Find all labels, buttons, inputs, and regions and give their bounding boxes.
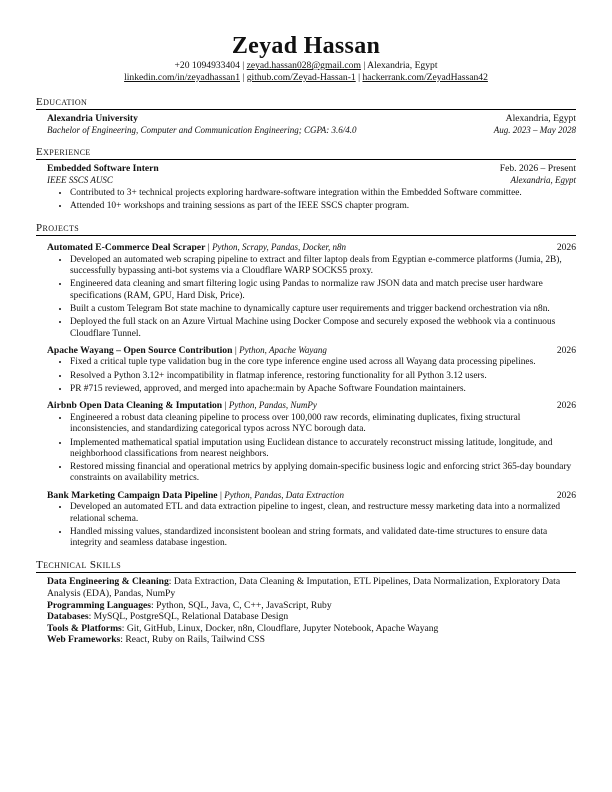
bullet: • Restored missing financial and operational metrics by applying domain-specific business logic and enforcing strict 365-day boundary constraints on availability metrics. (70, 462, 576, 485)
projects-section (36, 222, 576, 549)
skill-row: Databases: MySQL, PostgreSQL, Relational Database Design (47, 611, 289, 623)
school-location: Alexandria, Egypt (505, 113, 576, 125)
section-title: Education (36, 96, 576, 110)
role-title: Embedded Software Intern (47, 163, 159, 175)
skill-label: Programming Languages (47, 599, 152, 611)
skill-label: Databases (47, 611, 89, 623)
project-tech: Python, Pandas, Data Extraction (224, 489, 345, 500)
project-year: 2026 (556, 344, 576, 356)
section-title: Technical Skills (36, 559, 576, 573)
contact-line-1 (36, 60, 576, 72)
project-name: Airbnb Open Data Cleaning & Imputation (47, 400, 223, 412)
skills-section (36, 559, 576, 646)
bullet: • Developed an automated ETL and data extraction pipeline to ingest, clean, and restructure messy marketing data into a normalized relational schema. (70, 502, 576, 525)
project-entry: Apache Wayang – Open Source Contribution | Python, Apache Wayang 2026 • Fixed a critical tuple type validation bug in the core type inference engine used across all Wayang data processing pipelines. • Resolved a Python 3.12+ incompatibility in flatmap inference, restoring functionality for all Python 3.12 users. • PR #715 reviewed, approved, and merged into apache:main by Apache Software Foundation maintainers. (47, 345, 576, 395)
section-title: Experience (36, 146, 576, 160)
skill-value: Git, GitHub, Linux, Docker, n8n, Cloudflare, Jupyter Notebook, Apache Wayang (126, 622, 439, 634)
project-year: 2026 (556, 489, 576, 501)
section-title: Projects (36, 222, 576, 236)
skill-value: Data Extraction, Data Cleaning & Imputation, ETL Pipelines, Data Normalization, Exploratory Data Analysis (EDA), Pandas, NumPy (47, 576, 561, 600)
bullet: • Resolved a Python 3.12+ incompatibility in flatmap inference, restoring functionality for all Python 3.12 users. (70, 371, 576, 382)
bullet: • Engineered data cleaning and smart filtering logic using Pandas to normalize raw JSON data and match precise user hardware specifications (RAM, GPU, Hard Disk, Price). (70, 279, 576, 302)
project-tech: Python, Apache Wayang (239, 344, 327, 355)
skill-value: Python, SQL, Java, C, C++, JavaScript, Ruby (156, 599, 332, 611)
phone: +20 1094933404 (174, 60, 240, 71)
location: Alexandria, Egypt (367, 60, 438, 71)
skill-label: Tools & Platforms (47, 622, 122, 634)
bullet: • Contributed to 3+ technical projects exploring hardware-software integration within the Embedded Software committee. (70, 188, 576, 199)
project-entry: Airbnb Open Data Cleaning & Imputation | Python, Pandas, NumPy 2026 • Engineered a robust data cleaning pipeline to process over 100,000 raw records, eliminating duplicates, fixing structural inconsistencies, and standardizing categorical typos across NYC borough data. • Implemented mathematical spatial imputation using Euclidean distance to accurately reconstruct missing latitude, longitude, and neighborhood classifications from nearest neighbors. • Restored missing financial and operational metrics by applying domain-specific business logic and enforcing strict 365-day boundary constraints on availability metrics. (47, 400, 576, 484)
project-bullets (47, 502, 576, 549)
bullet: • PR #715 reviewed, approved, and merged into apache:main by Apache Software Foundation maintainers. (70, 384, 576, 395)
email-link[interactable]: zeyad.hassan028@gmail.com (246, 60, 361, 71)
bullet: • Handled missing values, standardized inconsistent boolean and string formats, and validated date-time structures to ensure data integrity and seamless database ingestion. (70, 527, 576, 550)
project-year: 2026 (556, 242, 576, 254)
bullet: • Fixed a critical tuple type validation bug in the core type inference engine used across all Wayang data processing pipelines. (70, 357, 576, 368)
project-entry: Bank Marketing Campaign Data Pipeline | Python, Pandas, Data Extraction 2026 • Developed an automated ETL and data extraction pipeline to ingest, clean, and restructure messy marketing data into a normalized relational schema. • Handled missing values, standardized inconsistent boolean and string formats, and validated date-time structures to ensure data integrity and seamless database ingestion. (47, 490, 576, 550)
bullet: • Developed an automated web scraping pipeline to extract and filter laptop deals from Egyptian e-commerce platforms (Jumia, 2B), successfully bypassing anti-bot systems via a Cloudflare WARP SOCKS5 proxy. (70, 255, 576, 278)
degree: Bachelor of Engineering, Computer and Communication Engineering; CGPA: 3.6/4.0 (47, 124, 357, 135)
project-tech: Python, Pandas, NumPy (228, 400, 317, 411)
project-name: Apache Wayang – Open Source Contribution (47, 344, 233, 356)
project-year: 2026 (556, 400, 576, 412)
resume-page (36, 34, 576, 646)
skill-label: Web Frameworks (47, 634, 121, 646)
experience-entry (47, 163, 576, 212)
project-bullets (47, 357, 576, 395)
organization: IEEE SSCS AUSC (47, 174, 113, 185)
skill-row: Programming Languages: Python, SQL, Java, C, C++, JavaScript, Ruby (47, 599, 332, 611)
skill-value: MySQL, PostgreSQL, Relational Database Design (93, 611, 289, 623)
education-dates: Aug. 2023 – May 2028 (493, 124, 576, 135)
education-section (36, 96, 576, 136)
bullet: • Built a custom Telegram Bot state machine to dynamically capture user requirements and trigger backend orchestration via n8n. (70, 304, 576, 315)
experience-bullets (47, 188, 576, 213)
bullet: • Implemented mathematical spatial imputation using Euclidean distance to accurately reconstruct missing latitude, longitude, and neighborhood classifications from nearest neighbors. (70, 438, 576, 461)
bullet: • Attended 10+ workshops and training sessions as part of the IEEE SSCS chapter program. (70, 201, 576, 212)
skills-list (47, 576, 576, 646)
experience-dates: Feb. 2026 – Present (499, 163, 576, 175)
experience-section (36, 146, 576, 212)
separator: | (363, 60, 366, 71)
linkedin-link[interactable]: linkedin.com/in/zeyadhassan1 (124, 71, 240, 83)
skill-row: Tools & Platforms: Git, GitHub, Linux, Docker, n8n, Cloudflare, Jupyter Notebook, Apache Wayang (47, 622, 439, 634)
separator: | (242, 60, 245, 71)
skill-row: Web Frameworks: React, Ruby on Rails, Tailwind CSS (47, 634, 265, 646)
separator: | (242, 71, 245, 83)
skill-label: Data Engineering & Cleaning (47, 576, 169, 588)
separator: | (358, 71, 361, 83)
hackerrank-link[interactable]: hackerrank.com/ZeyadHassan42 (362, 71, 488, 83)
bullet: • Engineered a robust data cleaning pipeline to process over 100,000 raw records, eliminating duplicates, fixing structural inconsistencies, and standardizing categorical typos across NYC borough data. (70, 413, 576, 436)
experience-location: Alexandria, Egypt (510, 174, 576, 185)
skill-value: React, Ruby on Rails, Tailwind CSS (125, 634, 265, 646)
project-tech: Python, Scrapy, Pandas, Docker, n8n (212, 242, 347, 253)
education-entry (47, 113, 576, 136)
contact-line-2 (36, 72, 576, 84)
project-entry: Automated E-Commerce Deal Scraper | Python, Scrapy, Pandas, Docker, n8n 2026 • Developed an automated web scraping pipeline to extract and filter laptop deals from Egyptian e-commerce platforms (Jumia, 2B), successfully bypassing anti-bot systems via a Cloudflare WARP SOCKS5 proxy. • Engineered data cleaning and smart filtering logic using Pandas to normalize raw JSON data and match precise user hardware specifications (RAM, GPU, Hard Disk, Price). • Built a custom Telegram Bot state machine to dynamically capture user requirements and trigger backend orchestration via n8n. • Deployed the full stack on an Azure Virtual Machine using Docker Compose and securely exposed the webhook via a continuous Cloudflare Tunnel. (47, 242, 576, 340)
skill-row: Data Engineering & Cleaning: Data Extraction, Data Cleaning & Imputation, ETL Pipelines, Data Normalization, Exploratory Data Analysis (EDA), Pandas, NumPy (47, 576, 561, 600)
project-bullets (47, 413, 576, 485)
candidate-name: Zeyad Hassan (231, 33, 381, 59)
bullet: • Deployed the full stack on an Azure Virtual Machine using Docker Compose and securely exposed the webhook via a continuous Cloudflare Tunnel. (70, 317, 576, 340)
github-link[interactable]: github.com/Zeyad-Hassan-1 (246, 71, 356, 83)
project-name: Bank Marketing Campaign Data Pipeline (47, 489, 218, 501)
project-name: Automated E-Commerce Deal Scraper (47, 242, 206, 254)
project-bullets (47, 255, 576, 340)
school-name: Alexandria University (47, 113, 138, 125)
